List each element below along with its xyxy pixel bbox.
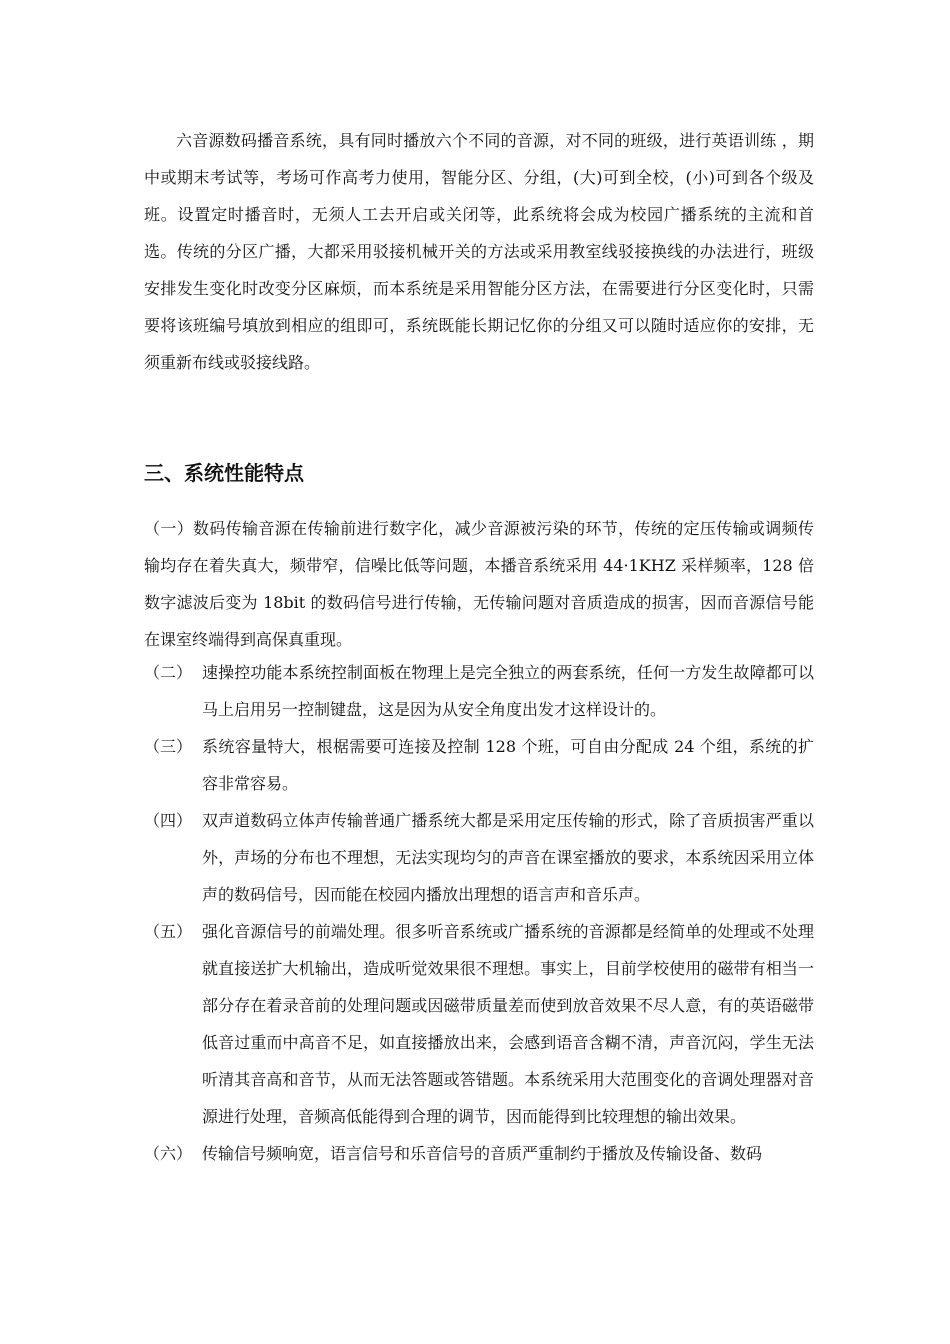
intro-paragraph: 六音源数码播音系统，具有同时播放六个不同的音源，对不同的班级，进行英语训练 ，期中或期末考试等，考场可作高考力使用，智能分区、分组，(大)可到全校，(小)可到各个级及班。设置定时播音时，无须人工去开启或关闭等，此系统将会成为校园广播系统的主流和首选。传统的分区广播，大都采用驳接机械开关的方法或采用教室线驳接换线的办法进行，班级安排发生变化时改变分区麻烦，而本系统是采用智能分区方法，在需要进行分区变化时，只需要将该班编号填放到相应的组即可，系统既能长期记忆你的分组又可以随时适应你的安排，无须重新布线或驳接线路。 [144,131,814,372]
feature-item-label: （六） [144,1144,193,1163]
feature-item-6 [144,1135,814,1172]
feature-item-4 [144,802,814,913]
feature-item-1: （一）数码传输音源在传输前进行数字化，减少音源被污染的环节，传统的定压传输或调频传输均存在着失真大，频带窄，信噪比低等问题，本播音系统采用 44·1KHZ 采样频率，128 倍数字滤波后变为 18bit 的数码信号进行传输，无传输问题对音质造成的损害，因而音源信号能在课室终端得到高保真重现。 [144,519,814,649]
feature-item-text: 强化音源信号的前端处理。很多听音系统或广播系统的音源都是经简单的处理或不处理就直接送扩大机输出，造成听觉效果很不理想。事实上，目前学校使用的磁带有相当一部分存在着录音前的处理问题或因磁带质量差而使到放音效果不尽人意，有的英语磁带低音过重而中高音不足，如直接播放出来，会感到语音含糊不清，声音沉闷，学生无法听清其音高和音节，从而无法答题或答错题。本系统采用大范围变化的音调处理器对音源进行处理，音频高低能得到合理的调节，因而能得到比较理想的输出效果。 [202,922,814,1126]
feature-item-text: 系统容量特大，根椐需要可连接及控制 128 个班，可自由分配成 24 个组，系统的扩容非常容易。 [202,737,814,793]
section-title: 三、系统性能特点 [144,461,304,485]
feature-item-2 [144,654,814,728]
feature-item-label: （二） [144,663,193,682]
feature-item-label: （三） [144,737,193,756]
feature-list [144,654,814,1172]
feature-item-label: （四） [144,811,193,830]
feature-item-3 [144,728,814,802]
feature-item-label: （五） [144,922,193,941]
feature-item-text: 传输信号频响宽，语言信号和乐音信号的音质严重制约于播放及传输设备、数码 [202,1144,763,1163]
feature-item-text: 速操控功能本系统控制面板在物理上是完全独立的两套系统，任何一方发生故障都可以马上启用另一控制键盘，这是因为从安全角度出发才这样设计的。 [202,663,814,719]
feature-item-5 [144,913,814,1135]
feature-item-text: 双声道数码立体声传输普通广播系统大都是采用定压传输的形式，除了音质损害严重以外，声场的分布也不理想，无法实现均匀的声音在课室播放的要求，本系统因采用立体声的数码信号，因而能在校园内播放出理想的语言声和音乐声。 [202,811,814,904]
